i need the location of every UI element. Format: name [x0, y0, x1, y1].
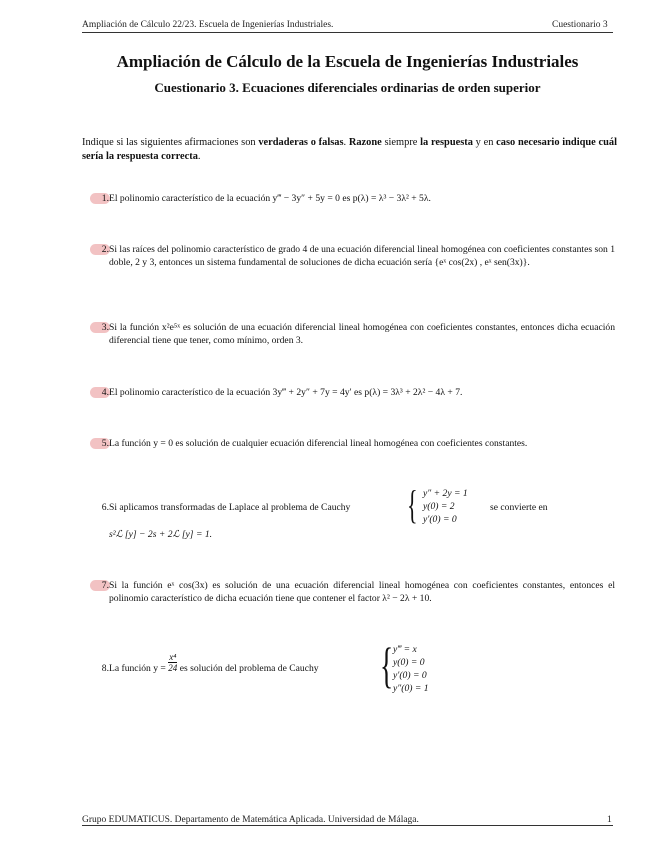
- system-equation: y′(0) = 0: [423, 514, 457, 525]
- question-text: El polinomio característico de la ecuación 3y‴ + 2y″ + 7y = 4y′ es p(λ) = 3λ³ + 2λ² − 4λ + 7.: [109, 387, 463, 398]
- question-number: 2.: [101, 244, 109, 255]
- fraction-denominator: 24: [168, 663, 178, 674]
- question-7: [95, 580, 615, 605]
- question-text: Si las raíces del polinomio característico de grado 4 de una ecuación diferencial lineal homogénea con coeficientes constantes son 1 doble, 2 y 3, entonces un sistema fundamental de soluciones de dicha ecuación sería {eˣ cos(2x) , eˣ sen(3x)}.: [109, 244, 615, 268]
- page-subtitle: Cuestionario 3. Ecuaciones diferenciales ordinarias de orden superior: [154, 80, 541, 95]
- question-text: El polinomio característico de la ecuación y‴ − 3y″ + 5y = 0 es p(λ) = λ³ − 3λ² + 5λ.: [109, 193, 431, 204]
- fraction: [168, 652, 177, 673]
- question-number: 6.: [101, 502, 109, 513]
- question-1: [95, 193, 615, 206]
- footer-rule: [82, 825, 613, 826]
- system-equation: y‴ = x: [393, 644, 417, 655]
- question-3: [95, 322, 615, 347]
- question-text: Si aplicamos transformadas de Laplace al problema de Cauchy: [109, 502, 351, 513]
- page-title: Ampliación de Cálculo de la Escuela de Ingenierías Industriales: [116, 52, 579, 71]
- question-text: Si la función eˣ cos(3x) es solución de una ecuación diferencial lineal homogénea con coeficientes constantes, entonces el polinomio característico de dicha ecuación tiene que contener el factor λ² − 2λ + 10.: [109, 580, 615, 604]
- question-2: [95, 244, 615, 269]
- question-text: es solución del problema de Cauchy: [179, 663, 319, 674]
- fraction-numerator: x⁴: [169, 652, 177, 663]
- question-text: Si la función x²e⁵ˣ es solución de una ecuación diferencial lineal homogénea con coeficientes constantes, entonces dicha ecuación diferencial tiene que tener, como mínimo, orden 3.: [109, 322, 615, 346]
- question-number: 7.: [101, 580, 109, 591]
- running-footer-left: Grupo EDUMATICUS. Departamento de Matemática Aplicada. Universidad de Málaga.: [82, 815, 419, 825]
- question-text: La función y = 0 es solución de cualquier ecuación diferencial lineal homogénea con coeficientes constantes.: [109, 438, 528, 449]
- question-number: 3.: [101, 322, 109, 333]
- question-number: 5.: [101, 438, 109, 449]
- running-header-left: Ampliación de Cálculo 22/23. Escuela de Ingenierías Industriales.: [82, 20, 334, 30]
- question-text-after: se convierte en: [490, 502, 548, 513]
- question-number: 4.: [101, 387, 109, 398]
- question-4: [95, 387, 615, 400]
- system-equation: y′(0) = 0: [393, 670, 427, 681]
- question-text: La función y =: [109, 663, 166, 674]
- system-equation: y″ + 2y = 1: [423, 488, 468, 499]
- question-number: 8.: [101, 663, 109, 674]
- system-brace: {: [380, 637, 394, 693]
- question-number: 1.: [101, 193, 109, 204]
- question-continuation: s²ℒ [y] − 2s + 2ℒ [y] = 1.: [109, 529, 213, 540]
- system-equation: y(0) = 2: [423, 501, 455, 512]
- header-rule: [82, 32, 613, 33]
- question-8: [95, 652, 395, 676]
- question-5: [95, 438, 615, 451]
- running-header-right: Cuestionario 3: [552, 20, 608, 30]
- page-number: 1: [607, 815, 612, 825]
- system-equation: y″(0) = 1: [393, 683, 429, 694]
- instructions: Indique si las siguientes afirmaciones son verdaderas o falsas. Razone siempre la respuesta y en caso necesario indique cuál sería la respuesta correcta.: [82, 137, 617, 162]
- system-brace: {: [407, 482, 418, 527]
- system-equation: y(0) = 0: [393, 657, 425, 668]
